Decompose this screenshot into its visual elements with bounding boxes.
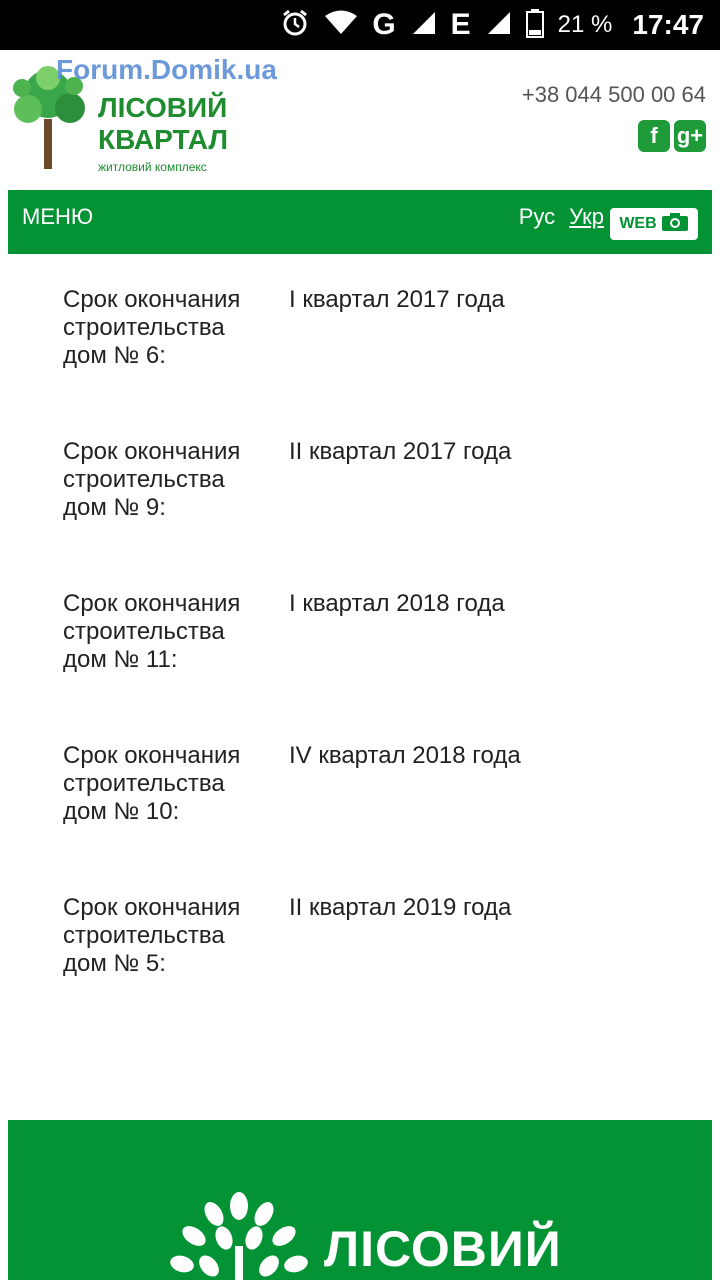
logo-subtitle: житловий комплекс <box>98 160 207 174</box>
camera-icon <box>661 212 689 237</box>
google-plus-icon[interactable]: g+ <box>674 120 706 152</box>
schedule-value: I квартал 2017 года <box>289 286 505 313</box>
signal-icon-2 <box>486 10 512 41</box>
schedule-label: Срок окончания строительства дом № 10: <box>63 742 241 825</box>
schedule-label: Срок окончания строительства дом № 9: <box>63 438 241 521</box>
wifi-icon <box>324 10 358 41</box>
network-type-label: G <box>372 8 397 41</box>
schedule-label: Срок окончания строительства дом № 6: <box>63 286 241 369</box>
schedule-label: Срок окончания строительства дом № 11: <box>63 590 241 673</box>
schedule-value: II квартал 2017 года <box>289 438 512 465</box>
schedule-label: Срок окончания строительства дом № 5: <box>63 894 241 977</box>
signal-icon <box>411 10 437 41</box>
watermark: Forum.Domik.ua <box>56 54 277 85</box>
schedule-value: II квартал 2019 года <box>289 894 512 921</box>
phone-number[interactable]: +38 044 500 00 64 <box>521 82 706 107</box>
alarm-icon <box>280 8 310 43</box>
language-switcher <box>519 204 604 230</box>
battery-percent: 21 % <box>557 11 613 38</box>
schedule-value: I квартал 2018 года <box>289 590 505 617</box>
social-links <box>638 120 706 152</box>
site-footer <box>8 1120 712 1280</box>
site-header <box>0 50 720 190</box>
facebook-icon[interactable]: f <box>638 120 670 152</box>
schedule-value: IV квартал 2018 года <box>289 742 521 769</box>
nav-bar <box>8 190 712 254</box>
lang-ru-link[interactable]: Рус <box>518 204 556 229</box>
logo-text-line1: ЛІСОВИЙ <box>98 92 228 123</box>
page <box>0 50 720 1280</box>
webcam-label: WEB <box>619 215 657 232</box>
clock: 17:47 <box>632 9 704 40</box>
menu-button[interactable]: МЕНЮ <box>22 204 94 229</box>
footer-logo-text: ЛІСОВИЙ <box>324 1221 562 1277</box>
webcam-button[interactable] <box>610 208 698 240</box>
network-type-label-2: E <box>450 8 472 41</box>
battery-icon <box>526 8 544 43</box>
lang-uk-link[interactable]: Укр <box>569 204 604 229</box>
logo-text-line2: КВАРТАЛ <box>98 124 228 155</box>
status-bar <box>0 0 720 50</box>
